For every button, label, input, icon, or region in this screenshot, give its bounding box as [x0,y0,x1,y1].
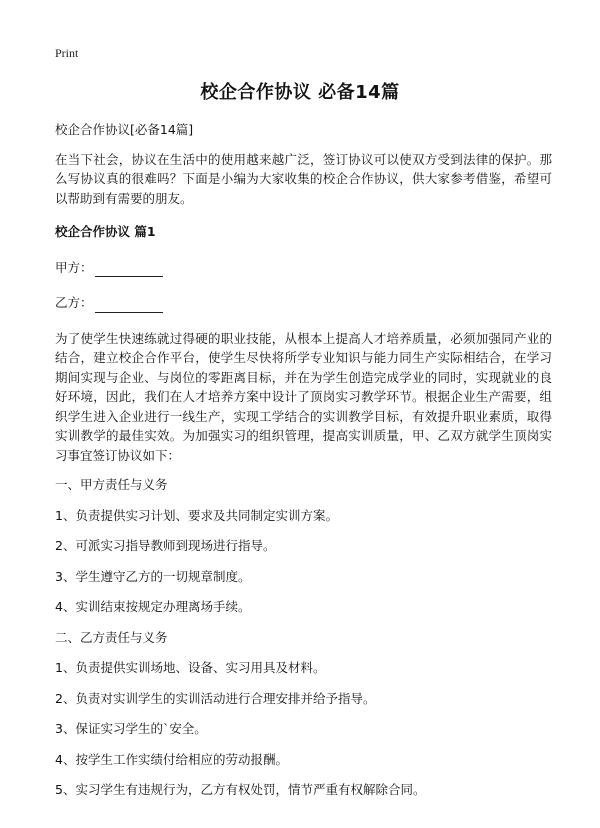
list-item: 5、实习学生有违规行为，乙方有权处罚，情节严重有权解除合同。 [55,782,426,797]
party-b-heading: 二、乙方责任与义务 [55,629,168,645]
list-item: 1、负责提供实习计划、要求及共同制定实训方案。 [55,507,338,523]
section-heading: 校企合作协议 篇1 [55,224,156,239]
list-item: 2、可派实习指导教师到现场进行指导。 [55,538,276,553]
party-b-blank [95,298,163,313]
document-body [55,120,552,811]
party-b-label: 乙方： [55,295,93,310]
party-b-line [55,293,552,313]
list-item: 3、保证实习学生的`安全。 [55,721,207,736]
list-item: 3、学生遵守乙方的一切规章制度。 [55,568,251,584]
agreement-preamble: 为了使学生快速练就过得硬的职业技能，从根本上提高人才培养质量，必须加强同产业的结合，建立校企合作平台，使学生尽快将所学专业知识与能力同生产实际相结合，在学习期间实现与企业、与岗位的零距离目标，并在为学生创造完成学业的同时，实现就业的良好环境，因此，我们在人才培养方案中设计了顶岗实习教学环节。根据企业生产需要，组织学生进入企业进行一线生产，实现工学结合的实训教学目标，有效提升职业素质，取得实训教学的最佳实效。为加强实习的组织管理，提高实训质量，甲、乙双方就学生顶岗实习事宜签订协议如下： [55,330,552,463]
list-item: 4、实训结束按规定办理离场手续。 [55,599,251,614]
party-a-blank [95,262,163,277]
print-link[interactable]: Print [55,46,79,60]
list-item: 1、负责提供实训场地、设备、实习用具及材料。 [55,660,326,675]
list-item: 2、负责对实训学生的实训活动进行合理安排并给予指导。 [55,690,376,706]
party-a-heading: 一、甲方责任与义务 [55,477,168,492]
intro-paragraph: 在当下社会，协议在生活中的使用越来越广泛，签订协议可以使双方受到法律的保护。那么写协议真的很难吗？下面是小编为大家收集的校企合作协议，供大家参考借鉴，希望可以帮助到有需要的朋友。 [55,151,552,206]
list-item: 4、按学生工作实绩付给相应的劳动报酬。 [55,751,288,767]
party-a-line [55,258,552,278]
document-subtitle: 校企合作协议[必备14篇] [55,122,194,137]
page-title: 校企合作协议 必备14篇 [200,82,400,103]
party-a-label: 甲方： [55,259,93,275]
